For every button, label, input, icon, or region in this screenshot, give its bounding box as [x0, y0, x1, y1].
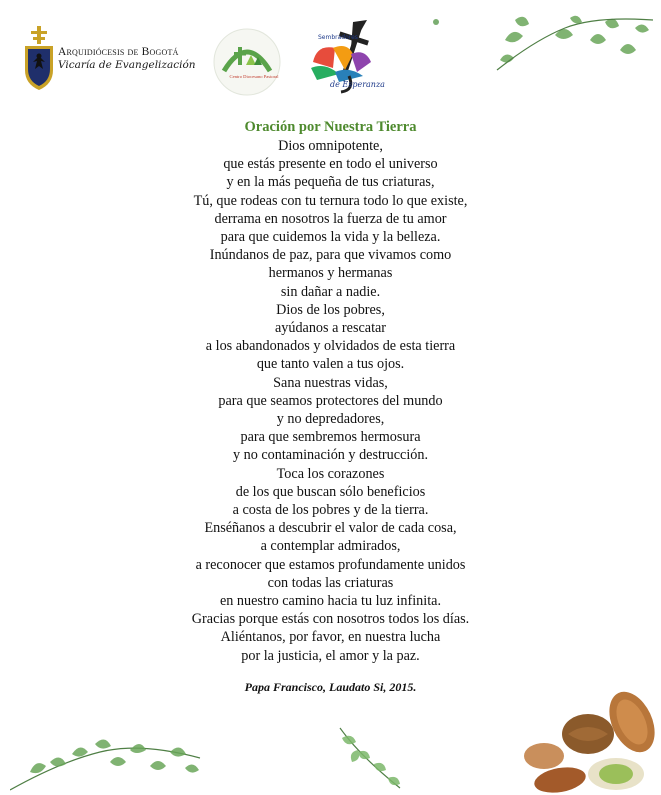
prayer-line: Aliéntanos, por favor, en nuestra lucha: [220, 629, 441, 646]
prayer-line: que tanto valen a tus ojos.: [256, 356, 405, 373]
prayer-line: Dios de los pobres,: [276, 301, 385, 318]
nuts-illustration-icon: [520, 690, 661, 794]
prayer-line: a reconocer que estamos profundamente unidos: [195, 556, 466, 573]
prayer-line: por la justicia, el amor y la paz.: [241, 647, 420, 664]
prayer-line: Inúndanos de paz, para que vivamos como: [209, 247, 452, 264]
prayer-title: Oración por Nuestra Tierra: [244, 119, 417, 135]
prayer-line: Toca los corazones: [276, 465, 385, 482]
prayer-line: de los que buscan sólo beneficios: [235, 483, 426, 500]
prayer-line: y no depredadores,: [276, 411, 385, 428]
prayer-line: para que seamos protectores del mundo: [218, 392, 443, 409]
prayer-line: Gracias porque estás con nosotros todos los días.: [191, 611, 470, 628]
sembradores-top-text: Sembradores: [318, 34, 358, 41]
archdiocese-line1: Arquidiócesis de Bogotá: [58, 46, 179, 58]
prayer-line: en nuestro camino hacia tu luz infinita.: [219, 593, 441, 610]
prayer-line: ayúdanos a rescatar: [274, 320, 387, 337]
pastoral-center-logo-icon: [210, 27, 284, 97]
prayer-line: Dios omnipotente,: [278, 138, 383, 154]
prayer-verses: [0, 137, 661, 665]
leaves-top-right-icon: [495, 10, 655, 80]
prayer-line: Enséñanos a descubrir el valor de cada cosa,: [204, 520, 457, 537]
prayer-line: a los abandonados y olvidados de esta tierra: [205, 338, 456, 355]
prayer-line: hermanos y hermanas: [268, 265, 393, 282]
archdiocese-coat-of-arms-icon: [22, 26, 56, 92]
prayer-content: [0, 118, 661, 695]
sembradores-bottom-text: de Esperanza: [330, 80, 385, 89]
leaves-bottom-left-icon: [10, 722, 210, 792]
decorative-dot: [433, 19, 439, 25]
prayer-line: sin dañar a nadie.: [280, 283, 381, 300]
pastoral-center-name: Centro Diocesano Pastoral: [229, 74, 279, 79]
prayer-line: a costa de los pobres y de la tierra.: [232, 502, 429, 519]
prayer-attribution: Papa Francisco, Laudato Si, 2015.: [244, 679, 417, 694]
prayer-line: y en la más pequeña de tus criaturas,: [226, 174, 435, 191]
prayer-line: con todas las criaturas: [267, 574, 394, 591]
prayer-line: y no contaminación y destrucción.: [232, 447, 429, 464]
prayer-line: que estás presente en todo el universo: [223, 156, 438, 173]
prayer-line: a contemplar admirados,: [260, 538, 401, 555]
archdiocese-name: [58, 46, 196, 72]
page-header: [0, 0, 661, 110]
archdiocese-line2: Vicaría de Evangelización: [58, 59, 196, 71]
prayer-line: derrama en nosotros la fuerza de tu amor: [214, 210, 447, 227]
prayer-line: Tú, que rodeas con tu ternura todo lo que existe,: [193, 192, 468, 209]
prayer-line: Sana nuestras vidas,: [273, 374, 388, 391]
leaves-bottom-center-icon: [330, 726, 420, 792]
prayer-line: para que sembremos hermosura: [240, 429, 421, 446]
prayer-line: para que cuidemos la vida y la belleza.: [220, 229, 441, 246]
